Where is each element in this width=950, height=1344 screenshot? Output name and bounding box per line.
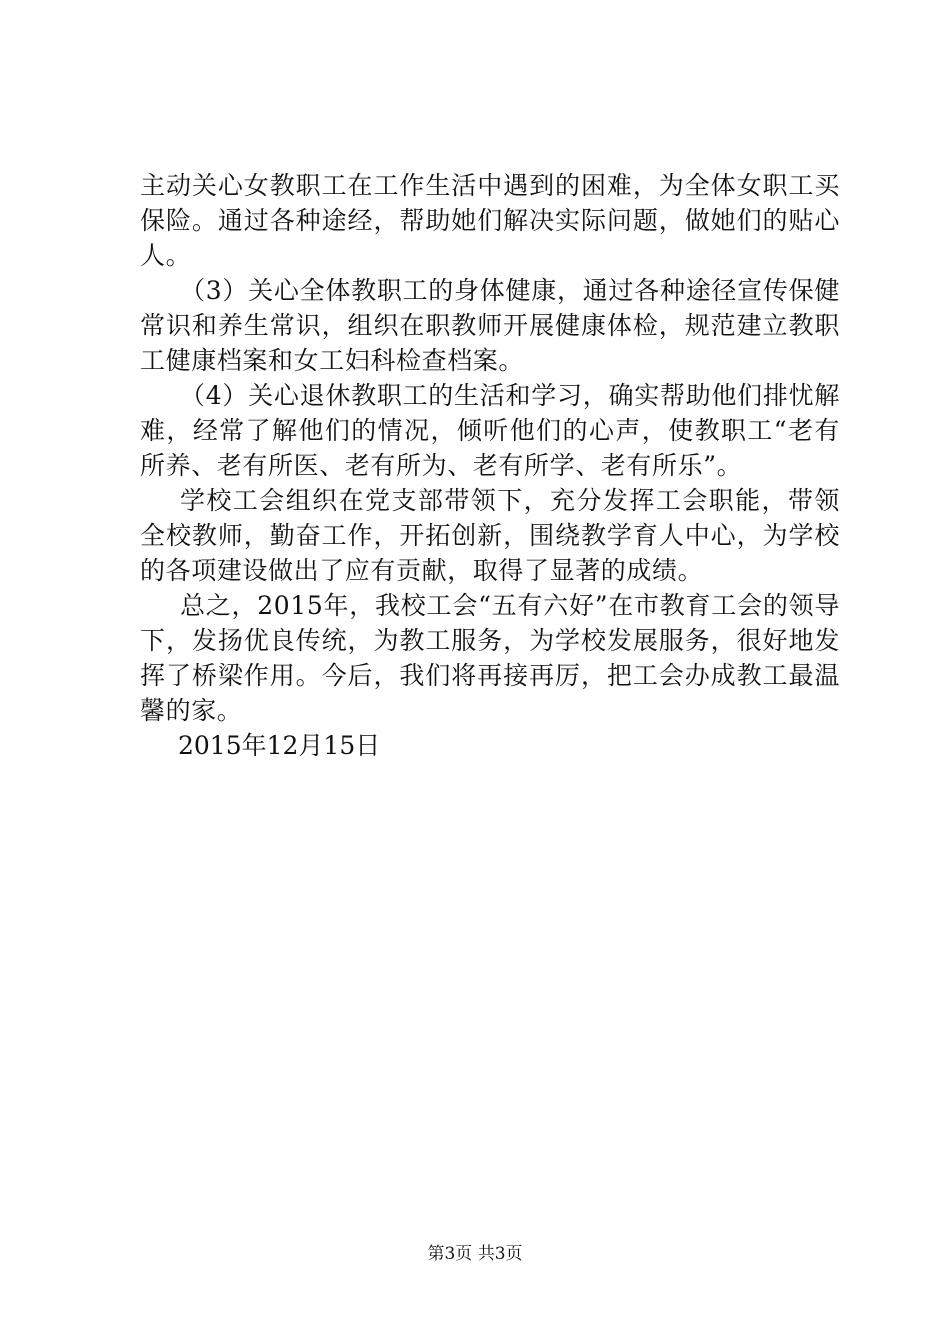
document-date: 2015年12月15日: [178, 731, 381, 760]
document-body: [140, 168, 840, 763]
paragraph-item-4: （4）关心退休教职工的生活和学习，确实帮助他们排忧解难，经常了解他们的情况，倾听他们的心声，使教职工“老有所养、老有所医、老有所为、老有所学、老有所乐”。: [140, 381, 840, 480]
paragraph-continuation: 主动关心女教职工在工作生活中遇到的困难，为全体女职工买保险。通过各种途经，帮助她们解决实际问题，做她们的贴心人。: [140, 171, 840, 270]
paragraph-union-summary: 学校工会组织在党支部带领下，充分发挥工会职能，带领全校教师，勤奋工作，开拓创新，围绕教学育人中心，为学校的各项建设做出了应有贡献，取得了显著的成绩。: [140, 486, 840, 585]
paragraph-conclusion: 总之，2015年，我校工会“五有六好”在市教育工会的领导下，发扬优良传统，为教工服务，为学校发展服务，很好地发挥了桥梁作用。今后，我们将再接再厉，把工会办成教工最温馨的家。: [140, 591, 840, 725]
paragraph-item-3: （3）关心全体教职工的身体健康，通过各种途径宣传保健常识和养生常识，组织在职教师开展健康体检，规范建立教职工健康档案和女工妇科检查档案。: [140, 276, 840, 375]
page-footer: 第3页 共3页: [427, 1244, 523, 1264]
